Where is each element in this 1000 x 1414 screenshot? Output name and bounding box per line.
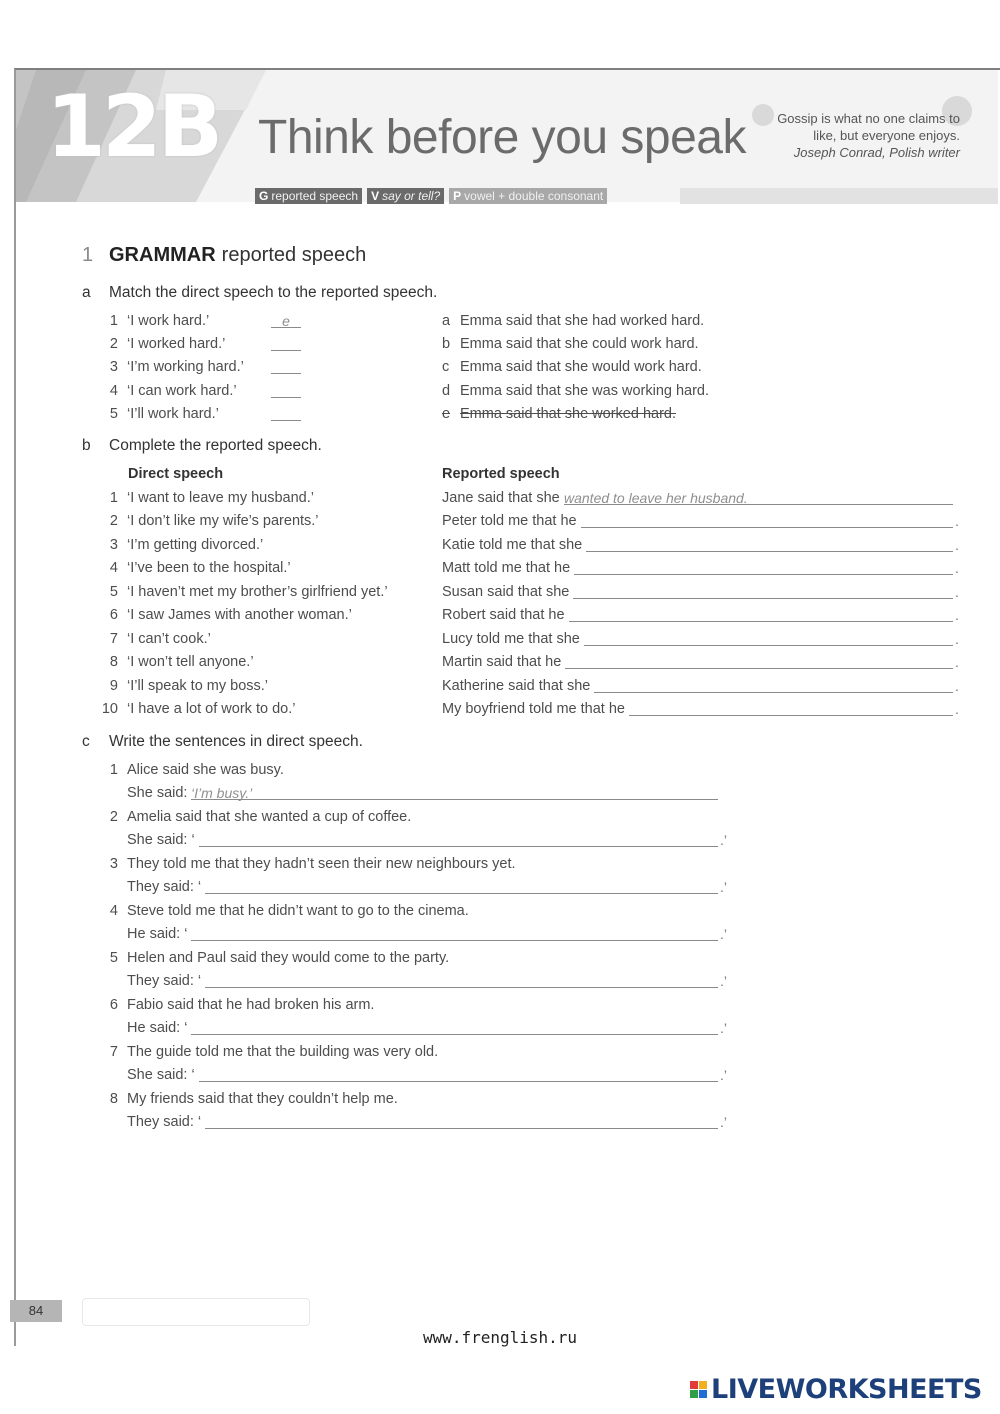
- answer-line[interactable]: [199, 1067, 718, 1082]
- tag-letter: V: [371, 189, 380, 203]
- reported-stem: Martin said that he: [442, 654, 562, 670]
- footer-tab: [82, 1298, 310, 1326]
- reported-sentence: Fabio said that he had broken his arm.: [127, 997, 375, 1013]
- reported-speech-heading: Reported speech: [442, 466, 560, 482]
- reported-option: Emma said that she had worked hard.: [460, 313, 705, 329]
- said-prompt: She said: ‘: [127, 832, 195, 848]
- direct-sentence: ‘I’ll speak to my boss.’: [127, 678, 269, 694]
- unit-number: 12B: [46, 77, 220, 177]
- answer-line[interactable]: [569, 607, 953, 622]
- part-a-letter: a: [82, 284, 91, 301]
- answer-line[interactable]: [581, 513, 953, 528]
- closing-quote-mark: .’: [720, 879, 727, 895]
- item-number: 3: [109, 537, 118, 553]
- answer-line[interactable]: [629, 701, 953, 716]
- section-number: 1: [82, 244, 94, 266]
- answer-line[interactable]: [191, 1020, 718, 1035]
- item-number: 2: [109, 336, 118, 352]
- said-prompt: He said: ‘: [127, 1020, 188, 1036]
- direct-sentence: ‘I can work hard.’: [127, 383, 237, 399]
- tag-bar: [680, 188, 998, 204]
- answer-line[interactable]: [205, 973, 718, 988]
- quote: [700, 110, 960, 161]
- period-mark: .: [955, 678, 959, 694]
- item-number: 6: [109, 997, 118, 1013]
- direct-sentence: ‘I can’t cook.’: [127, 631, 211, 647]
- reported-stem: Peter told me that he: [442, 513, 577, 529]
- period-mark: .: [955, 584, 959, 600]
- option-letter: b: [442, 336, 451, 352]
- part-c-instruction: Write the sentences in direct speech.: [109, 733, 363, 750]
- item-number: 2: [109, 809, 118, 825]
- period-mark: .: [955, 560, 959, 576]
- item-number: 5: [109, 584, 118, 600]
- logo-square: [690, 1390, 698, 1398]
- reported-sentence: Helen and Paul said they would come to the party.: [127, 950, 450, 966]
- direct-sentence: ‘I saw James with another woman.’: [127, 607, 352, 623]
- logo-square: [699, 1390, 707, 1398]
- item-number: 7: [109, 1044, 118, 1060]
- period-mark: .: [955, 631, 959, 647]
- section-title: [109, 244, 366, 267]
- item-number: 10: [101, 701, 118, 717]
- reported-sentence: They told me that they hadn’t seen their new neighbours yet.: [127, 856, 516, 872]
- item-number: 7: [109, 631, 118, 647]
- period-mark: .: [955, 607, 959, 623]
- answer-line[interactable]: [205, 1114, 718, 1129]
- tag-grammar: [255, 188, 362, 204]
- item-number: 3: [109, 359, 118, 375]
- answer-line[interactable]: [191, 926, 718, 941]
- reported-stem: Robert said that he: [442, 607, 565, 623]
- liveworksheets-logo-icon: [690, 1381, 707, 1398]
- item-number: 4: [109, 560, 118, 576]
- answer-line[interactable]: [584, 631, 953, 646]
- tag-text: vowel + double consonant: [464, 189, 604, 203]
- said-prompt: She said: ‘: [127, 1067, 195, 1083]
- answer-blank[interactable]: e: [271, 313, 301, 328]
- direct-sentence: ‘I work hard.’: [127, 313, 210, 329]
- website-url: www.frenglish.ru: [422, 1328, 578, 1347]
- reported-option: Emma said that she could work hard.: [460, 336, 699, 352]
- section-title-rest: reported speech: [221, 244, 367, 266]
- item-number: 1: [109, 762, 118, 778]
- reported-stem: Lucy told me that she: [442, 631, 580, 647]
- direct-sentence: ‘I haven’t met my brother’s girlfriend yet.’: [127, 584, 388, 600]
- reported-stem: Katie told me that she: [442, 537, 583, 553]
- direct-sentence: ‘I don’t like my wife’s parents.’: [127, 513, 319, 529]
- reported-option: Emma said that she would work hard.: [460, 359, 702, 375]
- answer-line[interactable]: wanted to leave her husband.: [564, 490, 953, 505]
- tag-vocabulary: [367, 188, 444, 204]
- page-title: Think before you speak: [258, 111, 746, 164]
- liveworksheets-logo: [690, 1374, 982, 1405]
- answer-line[interactable]: [573, 584, 953, 599]
- period-mark: .: [955, 513, 959, 529]
- logo-square: [699, 1381, 707, 1389]
- period-mark: .: [955, 654, 959, 670]
- answer-line[interactable]: [594, 678, 953, 693]
- reported-sentence: My friends said that they couldn’t help me.: [127, 1091, 398, 1107]
- logo-square: [690, 1381, 698, 1389]
- direct-sentence: ‘I want to leave my husband.’: [127, 490, 314, 506]
- item-number: 4: [109, 383, 118, 399]
- item-number: 1: [109, 490, 118, 506]
- direct-sentence: ‘I have a lot of work to do.’: [127, 701, 296, 717]
- closing-quote-mark: .’: [720, 1067, 727, 1083]
- liveworksheets-logo-text: LIVEWORKSHEETS: [711, 1374, 982, 1405]
- answer-line[interactable]: [205, 879, 718, 894]
- topic-tags: [255, 188, 607, 204]
- answer-line[interactable]: ‘I’m busy.’: [191, 785, 718, 800]
- closing-quote-mark: .’: [720, 1020, 727, 1036]
- direct-sentence: ‘I’m getting divorced.’: [127, 537, 264, 553]
- quote-line: Gossip is what no one claims to: [777, 111, 960, 126]
- answer-blank[interactable]: [271, 359, 301, 374]
- item-number: 4: [109, 903, 118, 919]
- page-number: 84: [10, 1300, 62, 1322]
- direct-sentence: ‘I worked hard.’: [127, 336, 226, 352]
- item-number: 2: [109, 513, 118, 529]
- option-letter: d: [442, 383, 451, 399]
- period-mark: .: [955, 701, 959, 717]
- quote-line: like, but everyone enjoys.: [813, 128, 960, 143]
- closing-quote-mark: .’: [720, 832, 727, 848]
- tag-text: say or tell?: [382, 189, 441, 203]
- item-number: 8: [109, 654, 118, 670]
- item-number: 8: [109, 1091, 118, 1107]
- part-a-instruction: Match the direct speech to the reported speech.: [109, 284, 438, 301]
- closing-quote-mark: .’: [720, 926, 727, 942]
- answer-line[interactable]: [574, 560, 953, 575]
- option-letter: c: [442, 359, 450, 375]
- reported-sentence: The guide told me that the building was very old.: [127, 1044, 439, 1060]
- answer-blank[interactable]: [271, 383, 301, 398]
- part-b-instruction: Complete the reported speech.: [109, 437, 322, 454]
- reported-sentence: Amelia said that she wanted a cup of coffee.: [127, 809, 412, 825]
- closing-quote-mark: .’: [720, 973, 727, 989]
- direct-sentence: ‘I’m working hard.’: [127, 359, 244, 375]
- item-number: 6: [109, 607, 118, 623]
- period-mark: .: [955, 537, 959, 553]
- said-prompt: He said: ‘: [127, 926, 188, 942]
- answer-blank[interactable]: [271, 406, 301, 421]
- reported-sentence: Steve told me that he didn’t want to go to the cinema.: [127, 903, 469, 919]
- quote-author: Joseph Conrad, Polish writer: [793, 145, 960, 160]
- answer-blank[interactable]: [271, 336, 301, 351]
- item-number: 9: [109, 678, 118, 694]
- item-number: 3: [109, 856, 118, 872]
- part-b-letter: b: [82, 437, 91, 454]
- tag-letter: P: [453, 189, 462, 203]
- direct-sentence: ‘I won’t tell anyone.’: [127, 654, 254, 670]
- answer-line[interactable]: [586, 537, 953, 552]
- said-prompt: They said: ‘: [127, 973, 202, 989]
- item-number: 5: [109, 950, 118, 966]
- section-title-bold: GRAMMAR: [109, 244, 216, 266]
- reported-stem: Katherine said that she: [442, 678, 591, 694]
- direct-sentence: ‘I’ll work hard.’: [127, 406, 219, 422]
- tag-letter: G: [259, 189, 269, 203]
- tag-text: reported speech: [271, 189, 359, 203]
- reported-sentence: Alice said she was busy.: [127, 762, 284, 778]
- direct-speech-heading: Direct speech: [128, 466, 224, 482]
- said-prompt: She said:: [127, 785, 188, 801]
- reported-option-used: Emma said that she worked hard.: [460, 406, 676, 422]
- tag-pronunciation: [449, 188, 607, 204]
- said-prompt: They said: ‘: [127, 879, 202, 895]
- option-letter-used: e: [442, 406, 451, 422]
- reported-stem: Jane said that she: [442, 490, 560, 506]
- answer-line[interactable]: [199, 832, 718, 847]
- reported-stem: Matt told me that he: [442, 560, 571, 576]
- option-letter: a: [442, 313, 451, 329]
- reported-option: Emma said that she was working hard.: [460, 383, 710, 399]
- part-c-letter: c: [82, 733, 90, 750]
- closing-quote-mark: .’: [720, 1114, 727, 1130]
- item-number: 1: [109, 313, 118, 329]
- reported-stem: My boyfriend told me that he: [442, 701, 625, 717]
- direct-sentence: ‘I’ve been to the hospital.’: [127, 560, 291, 576]
- said-prompt: They said: ‘: [127, 1114, 202, 1130]
- reported-stem: Susan said that she: [442, 584, 570, 600]
- answer-line[interactable]: [565, 654, 953, 669]
- item-number: 5: [109, 406, 118, 422]
